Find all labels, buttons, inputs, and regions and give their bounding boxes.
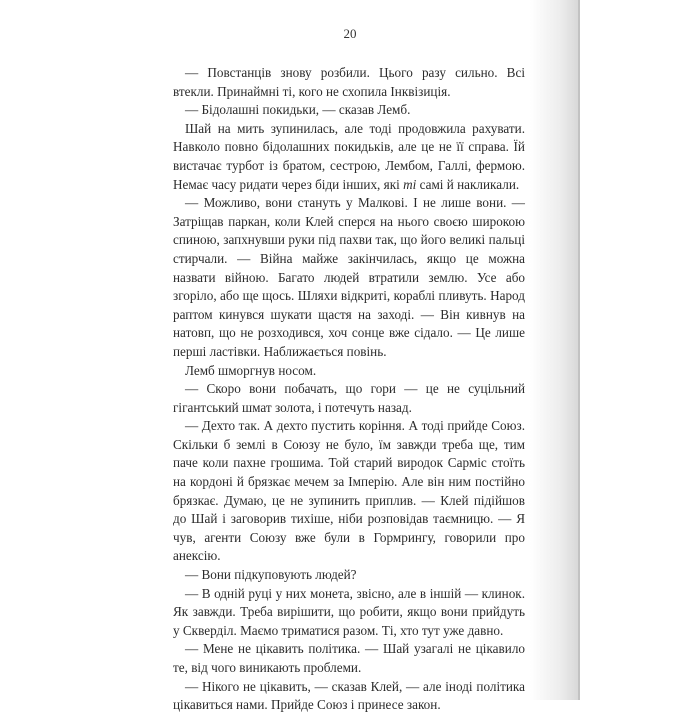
- paragraph-6: — Скоро вони побачать, що гори — це не суцільний гігантський шмат золота, і потечуть назад.: [173, 381, 525, 415]
- paragraph-5: Лемб шморгнув носом.: [185, 362, 317, 378]
- paragraph-3: [173, 120, 525, 194]
- paragraph-2: — Бідолашні покидьки, — сказав Лемб.: [185, 102, 411, 118]
- paragraph-8: — Вони підкуповують людей?: [185, 567, 357, 583]
- paragraph-3-ending: самі й накликали.: [416, 176, 520, 192]
- paragraph-3-text: Шай на мить зупинилась, але тоді продовжила рахувати. Навколо повно бідолашних покидьків, але це не її справа. Їй вистачає турбот із братом, сестрою, Лембом, Галлі, фермою. Немає часу ридати через біди інших, які: [173, 120, 525, 192]
- page-edge: [578, 0, 580, 700]
- paragraph-9: — В одній руці у них монета, звісно, але в іншій — клинок. Як завжди. Треба вирішити, що робити, якщо вони прийдуть у Скверділ. Маємо триматися разом. Ті, хто тут уже давно.: [173, 585, 525, 638]
- body-text: [173, 64, 525, 715]
- page-gutter-shadow: [530, 0, 580, 700]
- paragraph-10: — Мене не цікавить політика. — Шай узагалі не цікавило те, від чого виникають проблеми.: [173, 641, 525, 675]
- paragraph-4: — Можливо, вони стануть у Малкові. І не лише вони. — Затріщав паркан, коли Клей сперся на нього своєю широкою спиною, запхнувши руки під пахви так, що його великі пальці стирчали. — Війна майже закінчилась, якщо це можна назвати війною. Багато людей втратили землю. Усе або згоріло, або ще щось. Шляхи відкриті, кораблі пливуть. Народ раптом кинувся шукати щастя на заході. — Він кивнув на натовп, що не розходився, хоч сонце вже сідало. — Це лише перші ластівки. Наближається повінь.: [173, 195, 525, 359]
- paragraph-1: — Повстанців знову розбили. Цього разу сильно. Всі втекли. Принаймні ті, кого не схопила Інквізиція.: [173, 65, 525, 99]
- emphasis-word: ті: [403, 176, 417, 192]
- paragraph-7: — Дехто так. А дехто пустить коріння. А тоді прийде Союз. Скільки б землі в Союзу не було, їм завжди треба ще, тим паче коли пахне грошима. Той старий виродок Сарміс стоїть на кордоні й брязкає мечем за Імперію. Але він ним постійно брязкає. Думаю, це не зупинить приплив. — Клей підійшов до Шай і заговорив тихіше, ніби розповідав таємницю. — Я чув, агенти Союзу вже були в Гормрингу, говорили про анексію.: [173, 418, 525, 564]
- paragraph-11: — Нікого не цікавить, — сказав Клей, — але іноді політика цікавиться нами. Прийде Союз і принесе закон.: [173, 678, 525, 713]
- page-number: 20: [343, 26, 357, 41]
